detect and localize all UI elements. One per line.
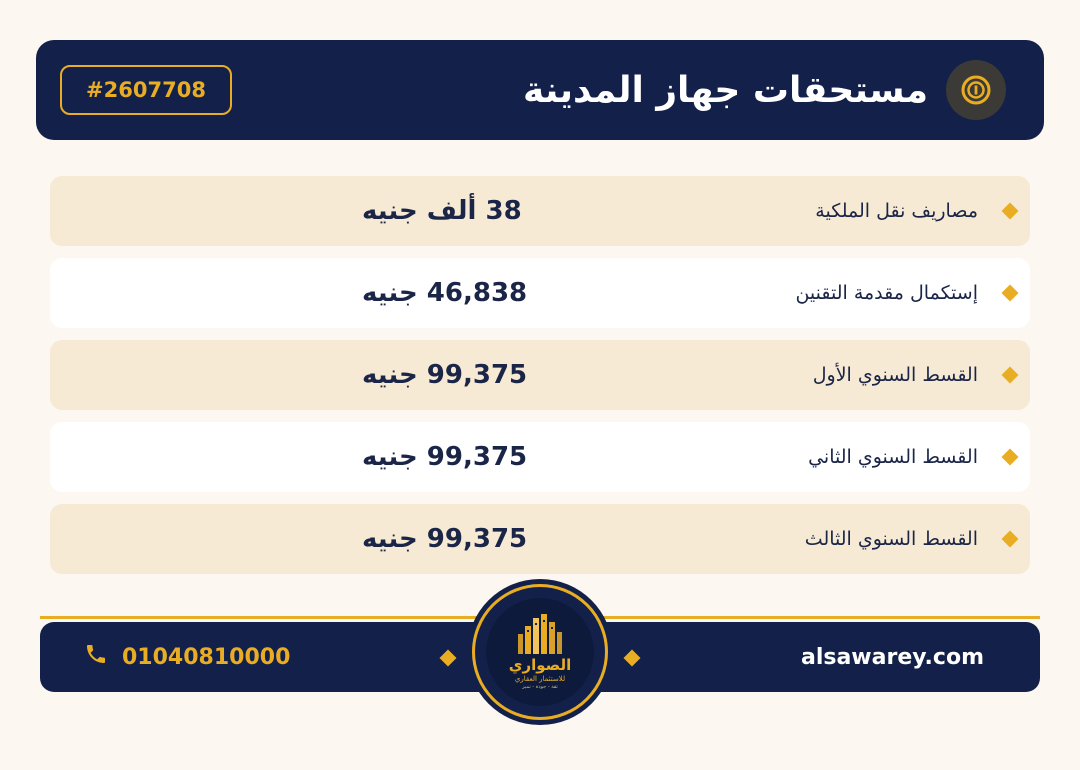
fee-row [50, 340, 1030, 410]
phone-contact[interactable] [84, 622, 290, 692]
phone-icon [84, 642, 108, 672]
fee-label: مصاريف نقل الملكية [815, 200, 978, 222]
diamond-bullet-icon [1002, 285, 1019, 302]
page-title: مستحقات جهاز المدينة [522, 69, 928, 111]
fee-row [50, 504, 1030, 574]
coin-icon [946, 60, 1006, 120]
fee-row [50, 258, 1030, 328]
header-bar [36, 40, 1044, 140]
fee-label: القسط السنوي الأول [812, 364, 978, 386]
website-link[interactable]: alsawarey.com [800, 644, 984, 670]
logo-name: الصواري [508, 656, 572, 674]
diamond-bullet-icon [1002, 367, 1019, 384]
buildings-icon [516, 614, 564, 654]
fee-row [50, 176, 1030, 246]
logo-tagline: ثقة - جودة - تميز [522, 684, 558, 690]
diamond-bullet-icon [1002, 449, 1019, 466]
fee-value: 99,375 جنيه [362, 524, 528, 554]
logo-subtitle: للاستثمار العقاري [514, 675, 566, 683]
fee-label: القسط السنوي الثاني [808, 446, 978, 468]
fee-value: 46,838 جنيه [362, 278, 528, 308]
fee-value: 99,375 جنيه [362, 442, 528, 472]
company-logo [472, 584, 608, 720]
fee-label: إستكمال مقدمة التقنين [795, 282, 978, 304]
diamond-bullet-icon [1002, 203, 1019, 220]
fee-value: 99,375 جنيه [362, 360, 528, 390]
phone-number: 01040810000 [122, 644, 291, 670]
listing-code-badge: #2607708 [60, 65, 232, 115]
fee-row [50, 422, 1030, 492]
diamond-icon [440, 650, 457, 667]
fee-label: القسط السنوي الثالث [804, 528, 978, 550]
fee-value: 38 ألف جنيه [362, 196, 522, 226]
diamond-bullet-icon [1002, 531, 1019, 548]
diamond-icon [624, 650, 641, 667]
